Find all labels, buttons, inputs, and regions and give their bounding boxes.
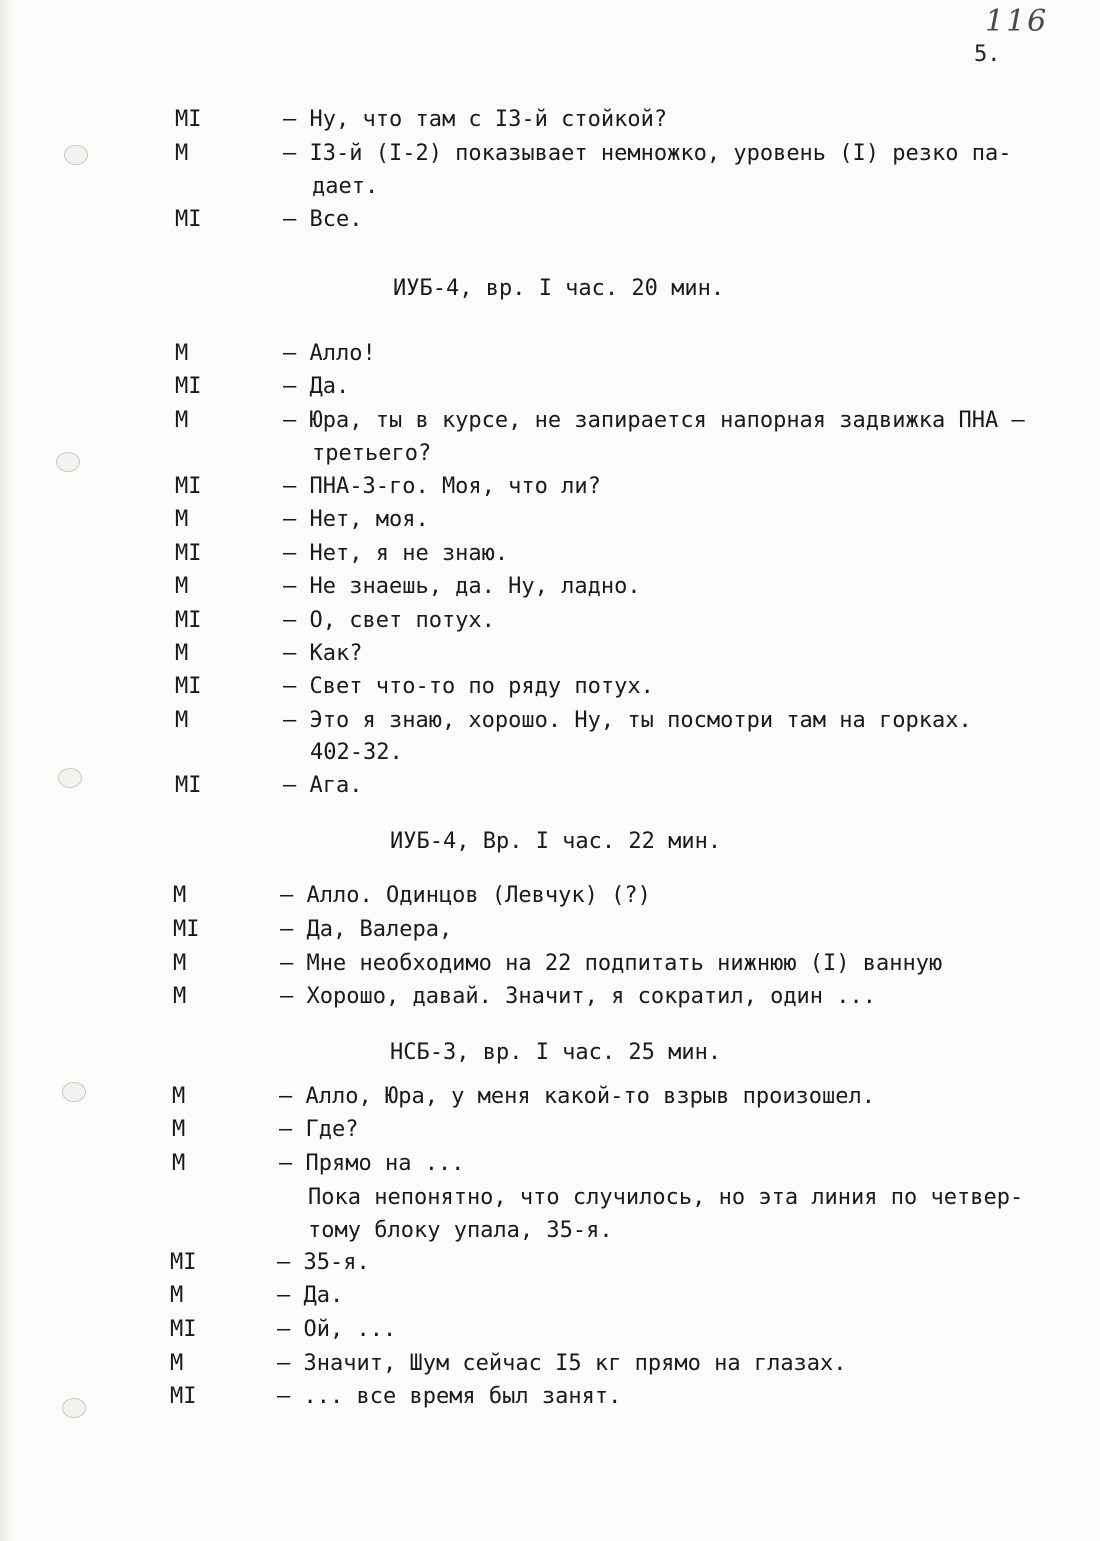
speaker-label: MI (170, 1384, 197, 1409)
dialogue-line (0, 605, 1100, 637)
speaker-label: MI (175, 674, 202, 699)
dialogue-line (0, 538, 1100, 570)
dialogue-line (0, 638, 1100, 670)
dialogue-text: – Прямо на ... (279, 1151, 465, 1176)
dialogue-line (0, 438, 1100, 470)
speaker-label: M (172, 1117, 186, 1142)
dialogue-line (0, 338, 1100, 370)
speaker-label: MI (170, 1317, 197, 1342)
speaker-label: MI (175, 541, 202, 566)
dialogue-text: – Алло! (283, 341, 376, 366)
speaker-label: MI (175, 608, 202, 633)
dialogue-line (0, 471, 1100, 503)
speaker-label: MI (175, 773, 202, 798)
dialogue-text: – ПНА-3-го. Моя, что ли? (283, 474, 601, 499)
dialogue-line (0, 880, 1100, 912)
dialogue-line (0, 204, 1100, 236)
dialogue-line (0, 1081, 1100, 1113)
dialogue-text: – Алло. Одинцов (Левчук) (?) (280, 883, 651, 908)
dialogue-text: третьего? (312, 441, 432, 466)
handwritten-page-number: 116 (985, 4, 1049, 39)
dialogue-line (0, 371, 1100, 403)
speaker-label: M (175, 708, 189, 733)
speaker-label: M (173, 951, 187, 976)
dialogue-text: – Свет что-то по ряду потух. (283, 674, 654, 699)
dialogue-text: дает. (312, 174, 379, 199)
dialogue-line (0, 737, 1100, 769)
dialogue-text: – 35-я. (277, 1250, 370, 1275)
dialogue-text: – Как? (283, 641, 363, 666)
speaker-label: M (172, 1151, 186, 1176)
dialogue-line (0, 705, 1100, 737)
dialogue-text: – Где? (279, 1117, 359, 1142)
dialogue-line (0, 948, 1100, 980)
dialogue-text: – Ну, что там с I3-й стойкой? (283, 107, 668, 132)
dialogue-text: – Да, Валера, (280, 917, 453, 942)
dialogue-text: – Ага. (283, 773, 363, 798)
dialogue-text: – О, свет потух. (283, 608, 495, 633)
speaker-label: MI (170, 1250, 197, 1275)
dialogue-line (0, 1348, 1100, 1380)
dialogue-text: тому блоку упала, 35-я. (308, 1218, 613, 1243)
speaker-label: M (175, 507, 189, 532)
speaker-label: M (170, 1283, 184, 1308)
dialogue-text: – Нет, моя. (283, 507, 429, 532)
dialogue-line (0, 914, 1100, 946)
speaker-label: M (175, 141, 189, 166)
dialogue-line (0, 1215, 1100, 1247)
dialogue-line (0, 1381, 1100, 1413)
speaker-label: M (170, 1351, 184, 1376)
dialogue-line (0, 981, 1100, 1013)
speaker-label: M (175, 341, 189, 366)
dialogue-text: – Не знаешь, да. Ну, ладно. (283, 574, 641, 599)
dialogue-line (0, 671, 1100, 703)
dialogue-line (0, 1247, 1100, 1279)
dialogue-line (0, 171, 1100, 203)
dialogue-text: – Нет, я не знаю. (283, 541, 509, 566)
dialogue-line (0, 405, 1100, 437)
section-header: НСБ-3, вр. I час. 25 мин. (390, 1040, 722, 1065)
dialogue-text: Пока непонятно, что случилось, но эта линия по четвер- (308, 1185, 1024, 1210)
dialogue-line (0, 1182, 1100, 1214)
dialogue-text: – Алло, Юра, у меня какой-то взрыв произошел. (279, 1084, 876, 1109)
speaker-label: M (173, 984, 187, 1009)
speaker-label: MI (175, 374, 202, 399)
dialogue-line (0, 1148, 1100, 1180)
dialogue-text: – Ой, ... (277, 1317, 397, 1342)
dialogue-text: – ... все время был занят. (277, 1384, 622, 1409)
dialogue-text: – Значит, Шум сейчас I5 кг прямо на глазах. (277, 1351, 847, 1376)
dialogue-text: – Все. (283, 207, 363, 232)
dialogue-line (0, 1114, 1100, 1146)
speaker-label: MI (175, 474, 202, 499)
dialogue-line (0, 504, 1100, 536)
dialogue-text: 402-32. (310, 740, 403, 765)
speaker-label: M (172, 1084, 186, 1109)
page-number: 5. (974, 42, 1001, 67)
dialogue-text: – Юра, ты в курсе, не запирается напорная задвижка ПНА – (283, 408, 1025, 433)
section-header: ИУБ-4, Вр. I час. 22 мин. (390, 829, 722, 854)
dialogue-line (0, 770, 1100, 802)
speaker-label: M (175, 641, 189, 666)
dialogue-text: – Да. (283, 374, 350, 399)
dialogue-text: – Это я знаю, хорошо. Ну, ты посмотри там на горках. (283, 708, 972, 733)
speaker-label: M (175, 408, 189, 433)
dialogue-text: – I3-й (I-2) показывает немножко, уровень (I) резко па- (283, 141, 1012, 166)
speaker-label: M (173, 883, 187, 908)
speaker-label: MI (175, 207, 202, 232)
speaker-label: MI (173, 917, 200, 942)
dialogue-line (0, 138, 1100, 170)
dialogue-line (0, 1280, 1100, 1312)
dialogue-text: – Хорошо, давай. Значит, я сократил, один ... (280, 984, 877, 1009)
dialogue-text: – Мне необходимо на 22 подпитать нижнюю (I) ванную (280, 951, 943, 976)
dialogue-line (0, 1314, 1100, 1346)
dialogue-text: – Да. (277, 1283, 344, 1308)
section-header: ИУБ-4, вр. I час. 20 мин. (393, 276, 725, 301)
speaker-label: M (175, 574, 189, 599)
dialogue-line (0, 571, 1100, 603)
dialogue-line (0, 104, 1100, 136)
speaker-label: MI (175, 107, 202, 132)
